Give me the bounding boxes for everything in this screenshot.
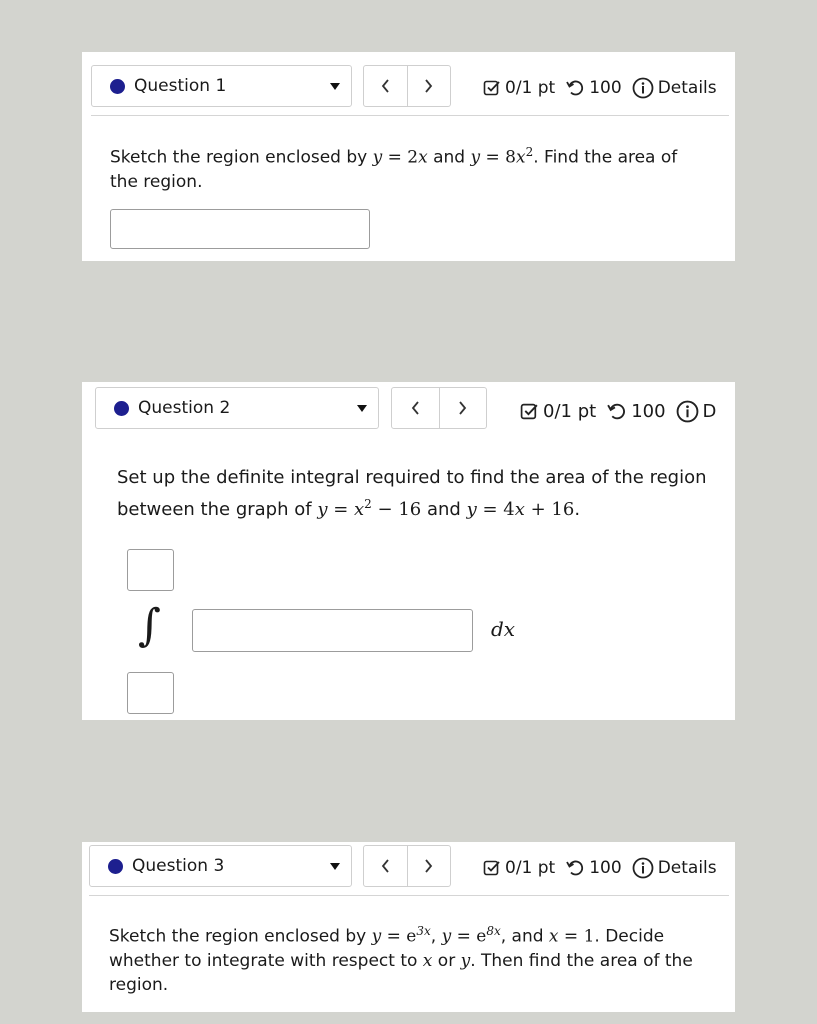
integrand-input[interactable] xyxy=(192,609,473,652)
question-meta xyxy=(483,857,727,879)
checkbox-icon xyxy=(483,79,501,97)
score-badge xyxy=(483,858,555,878)
tries-badge xyxy=(565,78,621,98)
caret-down-icon xyxy=(330,863,340,870)
retry-icon xyxy=(565,78,585,98)
dx-label: dx xyxy=(491,617,516,641)
question-nav xyxy=(363,845,451,887)
chevron-right-icon xyxy=(424,79,433,93)
next-question-button[interactable] xyxy=(407,846,451,886)
status-dot xyxy=(108,859,123,874)
question-3-card xyxy=(82,842,735,1012)
question-2-card xyxy=(82,382,735,720)
caret-down-icon xyxy=(330,83,340,90)
tries-badge xyxy=(606,401,665,422)
score-badge xyxy=(520,401,596,422)
chevron-right-icon xyxy=(458,401,467,415)
next-question-button[interactable] xyxy=(407,66,451,106)
details-link[interactable] xyxy=(632,77,717,99)
upper-limit-input[interactable] xyxy=(127,549,174,591)
question-label: Question 1 xyxy=(134,76,227,96)
prev-question-button[interactable] xyxy=(392,388,439,428)
question-meta xyxy=(520,400,726,423)
divider xyxy=(89,895,729,896)
status-dot xyxy=(114,401,129,416)
chevron-left-icon xyxy=(381,79,390,93)
score-text: 0/1 pt xyxy=(505,858,556,878)
divider xyxy=(91,115,729,116)
question-1-card xyxy=(82,52,735,261)
checkbox-icon xyxy=(520,402,539,421)
tries-badge xyxy=(565,858,621,878)
retry-icon xyxy=(565,858,585,878)
info-icon xyxy=(632,77,654,99)
tries-text: 100 xyxy=(589,858,622,878)
details-link[interactable] xyxy=(632,857,717,879)
question-text: Sketch the region enclosed by $y = e^{3x}$, $y = e^{8x}$, and x = 1. Decide whether to integrate with respect to x or y. Then find the area of the region. xyxy=(109,924,693,995)
question-1-selector[interactable] xyxy=(91,65,352,107)
chevron-right-icon xyxy=(424,859,433,873)
question-label: Question 2 xyxy=(138,398,231,418)
score-text: 0/1 pt xyxy=(505,78,556,98)
question-nav xyxy=(391,387,487,429)
details-link[interactable] xyxy=(676,400,717,423)
details-text: Details xyxy=(657,78,717,98)
info-icon xyxy=(676,400,699,423)
question-meta xyxy=(483,77,727,99)
chevron-left-icon xyxy=(411,401,420,415)
question-3-selector[interactable] xyxy=(89,845,352,887)
retry-icon xyxy=(606,401,627,422)
tries-text: 100 xyxy=(589,78,622,98)
question-text: Sketch the region enclosed by y = 2x and $y = 8x^2$. Find the area of the region. xyxy=(110,145,678,192)
integral-symbol: ∫ xyxy=(138,600,161,651)
answer-input[interactable] xyxy=(110,209,370,249)
question-nav xyxy=(363,65,451,107)
details-text: Details xyxy=(657,858,717,878)
tries-text: 100 xyxy=(631,401,666,422)
question-2-selector[interactable] xyxy=(95,387,379,429)
next-question-button[interactable] xyxy=(439,388,487,428)
question-text: Set up the definite integral required to find the area of the region between the graph of $y = x^2 - 16$ and y = 4x + 16. xyxy=(117,467,707,520)
info-icon xyxy=(632,857,654,879)
caret-down-icon xyxy=(357,405,367,412)
lower-limit-input[interactable] xyxy=(127,672,174,714)
prev-question-button[interactable] xyxy=(364,846,407,886)
chevron-left-icon xyxy=(381,859,390,873)
question-label: Question 3 xyxy=(132,856,225,876)
score-text: 0/1 pt xyxy=(543,401,597,422)
details-text: D xyxy=(702,401,717,422)
prev-question-button[interactable] xyxy=(364,66,407,106)
status-dot xyxy=(110,79,125,94)
score-badge xyxy=(483,78,555,98)
checkbox-icon xyxy=(483,859,501,877)
